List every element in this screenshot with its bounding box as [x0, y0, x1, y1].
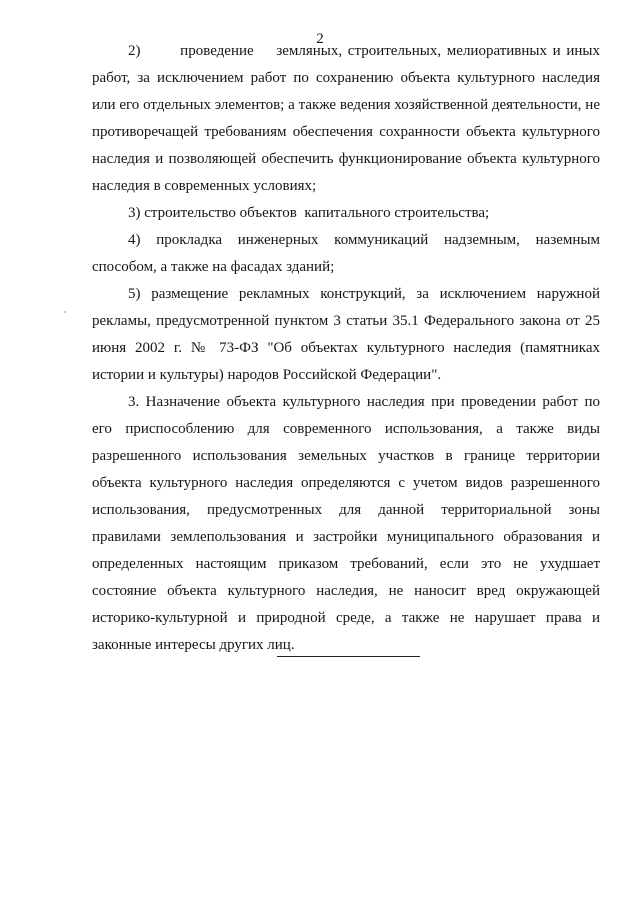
document-body: [92, 38, 600, 659]
paragraph-item-3-construction: 3) строительство объектов капитального строительства;: [128, 205, 490, 221]
page-number: 2: [316, 31, 324, 47]
paragraph-item-2-earthworks: 2) проведение земляных, строительных, мелиоративных и иных работ, за исключением работ по сохранению объекта культурного наследия или его отдельных элементов; а также ведения хозяйственной деятельности, не противоречащей требованиям обеспечения сохранности объекта культурного наследия и позволяющей обеспечить функционирование объекта культурного наследия в современных условиях;: [92, 43, 600, 194]
paragraph-item-4-utilities: 4) прокладка инженерных коммуникаций надземным, наземным способом, а также на фасадах зданий;: [92, 232, 600, 275]
margin-speck: [64, 311, 66, 313]
closing-divider-line: [277, 656, 420, 657]
paragraph-item-5-advertising: 5) размещение рекламных конструкций, за исключением наружной рекламы, предусмотренной пунктом 3 статьи 35.1 Федерального закона от 25 июня 2002 г. № 73-ФЗ "Об объектах культурного наследия (памятниках истории и культуры) народов Российской Федерации".: [92, 286, 600, 383]
paragraph-section-3-purpose: 3. Назначение объекта культурного наследия при проведении работ по его приспособлению для современного использования, а также виды разрешенного использования земельных участков в границе территории объекта культурного наследия определяются с учетом видов разрешенного использования, предусмотренных для данной территориальной зоны правилами землепользования и застройки муниципального образования и определенных настоящим приказом требований, если это не ухудшает состояние объекта культурного наследия, не наносит вред окружающей историко-культурной и природной среде, а также не нарушает права и законные интересы других лиц.: [92, 394, 600, 653]
